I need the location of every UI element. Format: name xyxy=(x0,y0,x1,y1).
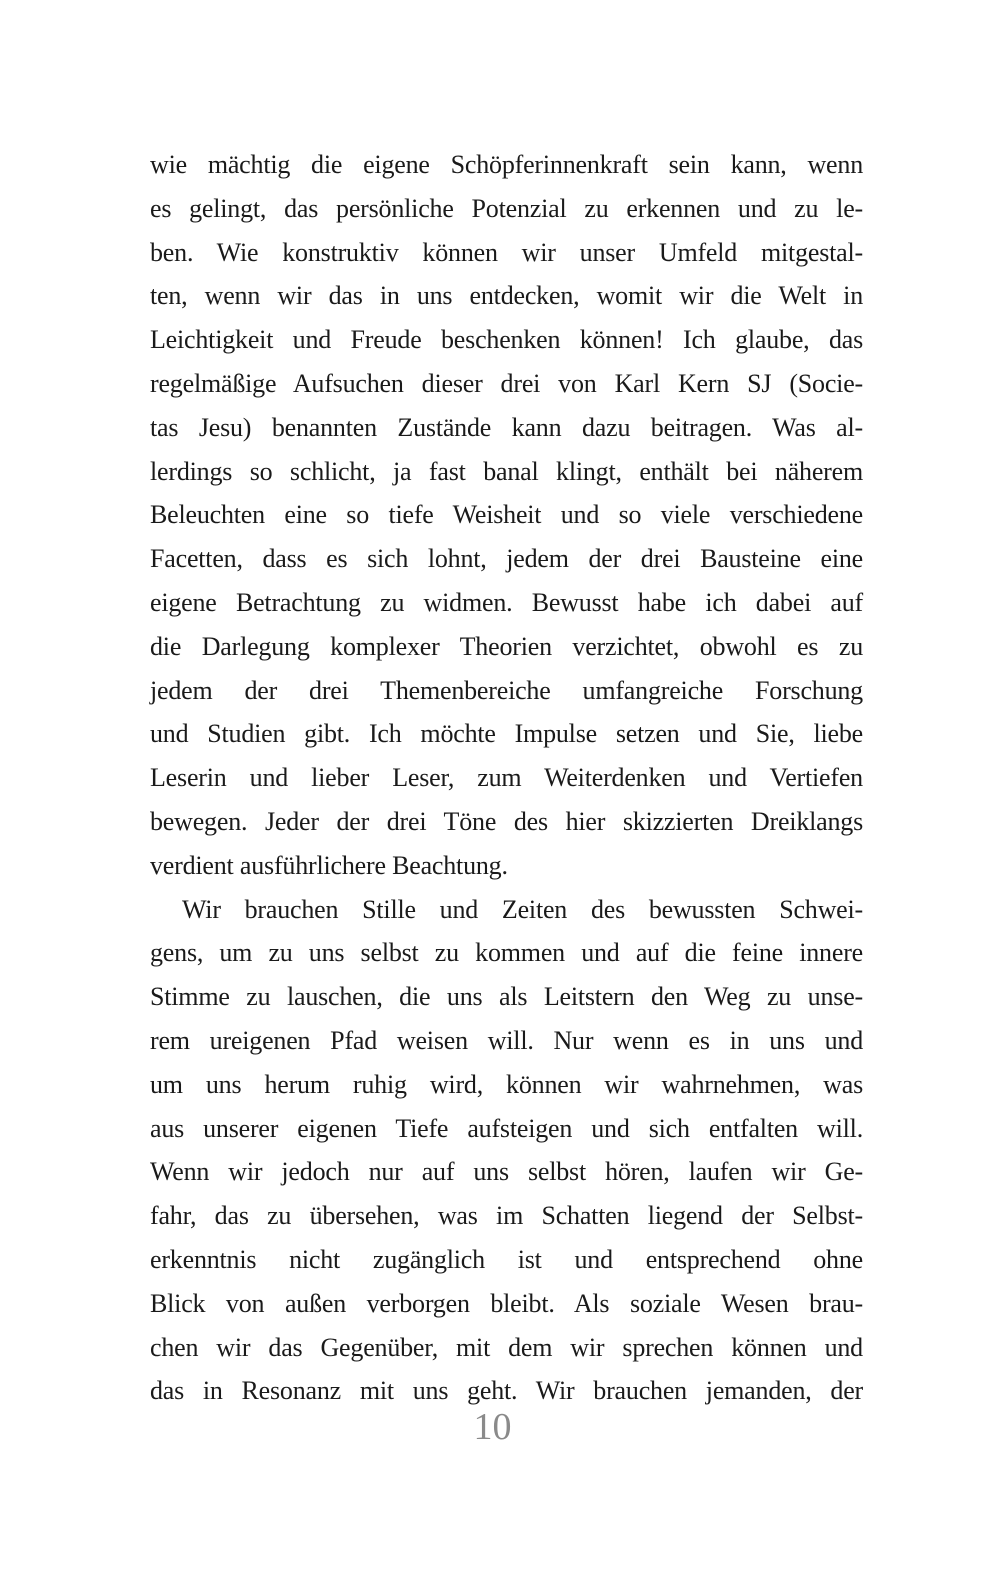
text-line: eigene Betrachtung zu widmen. Bewusst habe ich dabei auf xyxy=(150,587,863,617)
text-line: Blick von außen verborgen bleibt. Als soziale Wesen brau- xyxy=(150,1288,863,1318)
body-text xyxy=(150,143,863,1413)
paragraph xyxy=(150,143,863,888)
text-line: ben. Wie konstruktiv können wir unser Umfeld mitgestal- xyxy=(150,237,863,267)
text-line: Stimme zu lauschen, die uns als Leitstern den Weg zu unse- xyxy=(150,982,863,1012)
text-line: fahr, das zu übersehen, was im Schatten liegend der Selbst- xyxy=(150,1201,863,1231)
text-line: Wir brauchen Stille und Zeiten des bewussten Schwei- xyxy=(182,894,863,924)
text-line: Leichtigkeit und Freude beschenken können! Ich glaube, das xyxy=(150,325,863,355)
text-line: chen wir das Gegenüber, mit dem wir sprechen können und xyxy=(150,1332,863,1362)
text-line: Wenn wir jedoch nur auf uns selbst hören, laufen wir Ge- xyxy=(150,1157,863,1187)
paragraph xyxy=(150,888,863,1414)
text-line: ten, wenn wir das in uns entdecken, womit wir die Welt in xyxy=(150,281,863,311)
text-line: lerdings so schlicht, ja fast banal klingt, enthält bei näherem xyxy=(150,456,863,486)
text-line: Facetten, dass es sich lohnt, jedem der drei Bausteine eine xyxy=(150,544,863,574)
text-line: gens, um zu uns selbst zu kommen und auf die feine innere xyxy=(150,938,863,968)
text-line: verdient ausführlichere Beachtung. xyxy=(150,850,508,880)
text-line: bewegen. Jeder der drei Töne des hier skizzierten Dreiklangs xyxy=(150,806,863,836)
text-line: die Darlegung komplexer Theorien verzichtet, obwohl es zu xyxy=(150,631,863,661)
text-line: wie mächtig die eigene Schöpferinnenkraft sein kann, wenn xyxy=(150,150,863,179)
text-line: das in Resonanz mit uns geht. Wir brauchen jemanden, der xyxy=(150,1376,863,1406)
text-line: regelmäßige Aufsuchen dieser drei von Karl Kern SJ (Socie- xyxy=(150,368,863,398)
text-line: rem ureigenen Pfad weisen will. Nur wenn es in uns und xyxy=(150,1025,863,1055)
page-number: 10 xyxy=(473,1406,512,1448)
text-line: aus unserer eigenen Tiefe aufsteigen und sich entfalten will. xyxy=(150,1113,863,1143)
text-line: Beleuchten eine so tiefe Weisheit und so viele verschiedene xyxy=(150,500,863,530)
text-line: und Studien gibt. Ich möchte Impulse setzen und Sie, liebe xyxy=(150,719,863,749)
text-line: es gelingt, das persönliche Potenzial zu erkennen und zu le- xyxy=(150,193,863,223)
text-line: erkenntnis nicht zugänglich ist und entsprechend ohne xyxy=(150,1244,863,1274)
text-line: tas Jesu) benannten Zustände kann dazu beitragen. Was al- xyxy=(150,412,863,442)
text-line: um uns herum ruhig wird, können wir wahrnehmen, was xyxy=(150,1069,863,1099)
text-line: Leserin und lieber Leser, zum Weiterdenken und Vertiefen xyxy=(150,763,863,793)
text-line: jedem der drei Themenbereiche umfangreiche Forschung xyxy=(150,675,863,705)
